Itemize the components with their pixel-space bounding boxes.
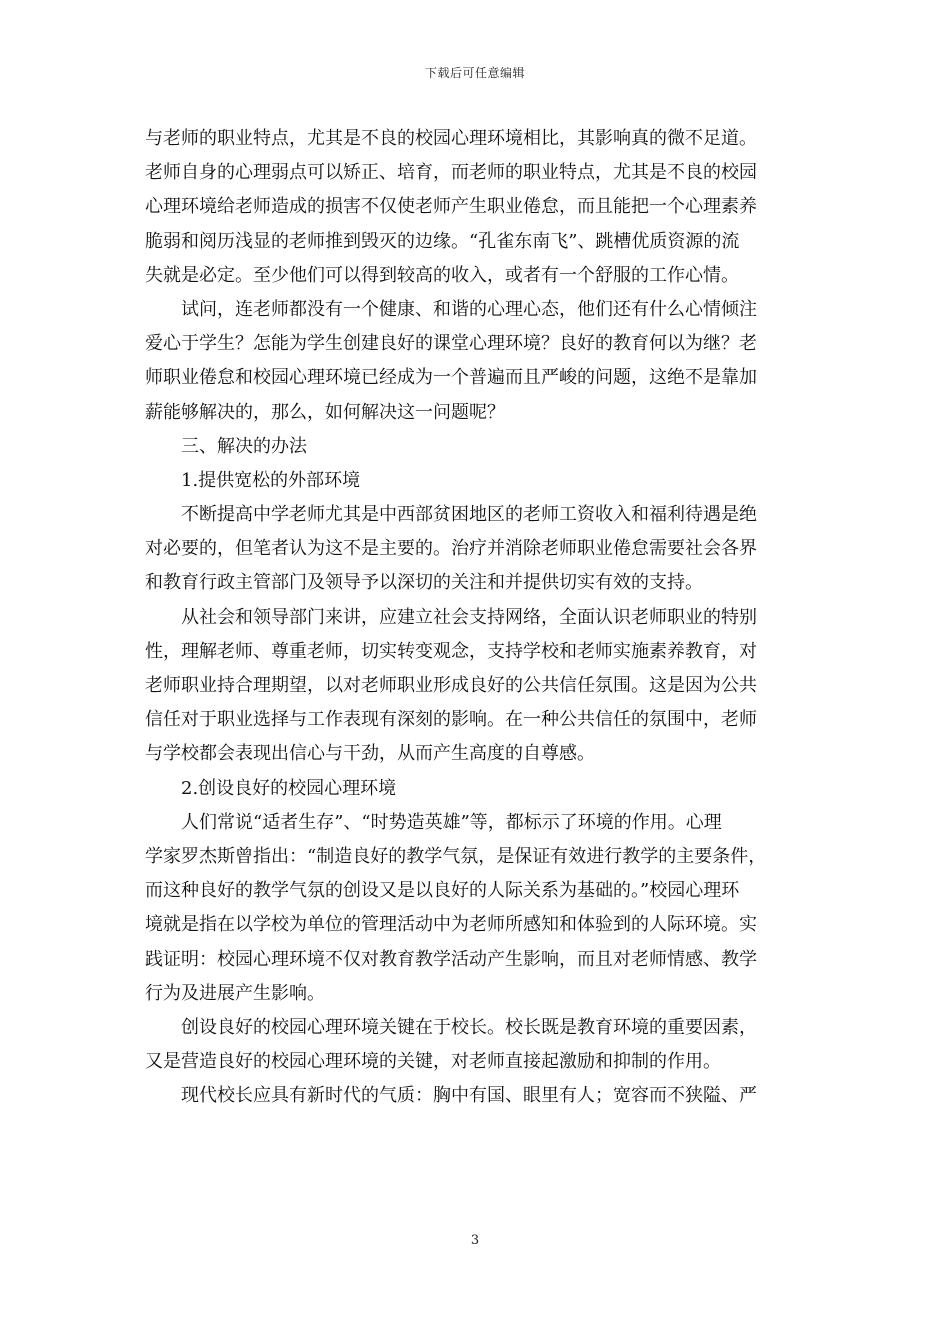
text-line: 性，理解老师、尊重老师，切实转变观念，支持学校和老师实施素养教育，对 [145,640,757,662]
text-line: 人们常说“适者生存”、“时势造英雄”等，都标示了环境的作用。心理 [181,811,722,833]
text-line: 从社会和领导部门来讲，应建立社会支持网络，全面认识老师职业的特别 [181,606,757,628]
text-line: 境就是指在以学校为单位的管理活动中为老师所感知和体验到的人际环境。实 [145,914,757,936]
text-line: 不断提高中学老师尤其是中西部贫困地区的老师工资收入和福利待遇是绝 [181,504,757,526]
text-line: 学家罗杰斯曾指出：“制造良好的教学气氛，是保证有效进行教学的主要条件， [145,845,767,867]
text-line: 失就是必定。至少他们可以得到较高的收入，或者有一个舒服的工作心情。 [145,264,739,286]
text-line: 现代校长应具有新时代的气质：胸中有国、眼里有人；宽容而不狭隘、严 [181,1085,757,1107]
text-line: 1.提供宽松的外部环境 [181,469,361,491]
text-line: 又是营造良好的校园心理环境的关键，对老师直接起激励和抑制的作用。 [145,1051,721,1073]
page-header-note: 下载后可任意编辑 [424,66,525,80]
text-line: 对必要的，但笔者认为这不是主要的。治疗并消除老师职业倦怠需要社会各界 [145,538,757,560]
text-line: 与老师的职业特点，尤其是不良的校园心理环境相比，其影响真的微不足道。 [145,128,757,149]
text-line: 爱心于学生？怎能为学生创建良好的课堂心理环境？良好的教育何以为继？老 [145,333,757,355]
text-line: 老师自身的心理弱点可以矫正、培育，而老师的职业特点，尤其是不良的校园 [145,162,757,184]
document-body [145,122,809,1113]
text-line: 和教育行政主管部门及领导予以深切的关注和并提供切实有效的支持。 [145,572,703,594]
text-line: 老师职业持合理期望，以对老师职业形成良好的公共信任氛围。这是因为公共 [145,675,757,696]
text-line: 而这种良好的教学气氛的创设又是以良好的人际关系为基础的。”校园心理环 [145,880,740,902]
text-line: 创设良好的校园心理环境关键在于校长。校长既是教育环境的重要因素， [181,1016,757,1038]
text-line: 践证明：校园心理环境不仅对教育教学活动产生影响，而且对老师情感、教学 [145,948,757,970]
text-line: 信任对于职业选择与工作表现有深刻的影响。在一种公共信任的氛围中，老师 [145,709,757,731]
text-line: 脆弱和阅历浅显的老师推到毁灭的边缘。“孔雀东南飞”、跳槽优质资源的流 [145,230,740,252]
text-line: 2.创设良好的校园心理环境 [181,777,397,799]
text-line: 与学校都会表现出信心与干劲，从而产生高度的自尊感。 [145,743,595,765]
text-line: 试问，连老师都没有一个健康、和谐的心理心态，他们还有什么心情倾注 [181,298,757,320]
page-number: 3 [470,1233,480,1248]
text-line: 行为及进展产生影响。 [145,982,325,1004]
text-line: 心理环境给老师造成的损害不仅使老师产生职业倦怠，而且能把一个心理素养 [145,196,757,218]
text-line: 薪能够解决的，那么，如何解决这一问题呢？ [145,401,505,423]
text-line: 师职业倦怠和校园心理环境已经成为一个普遍而且严峻的问题，这绝不是靠加 [145,367,757,389]
text-line: 三、解决的办法 [181,435,307,457]
